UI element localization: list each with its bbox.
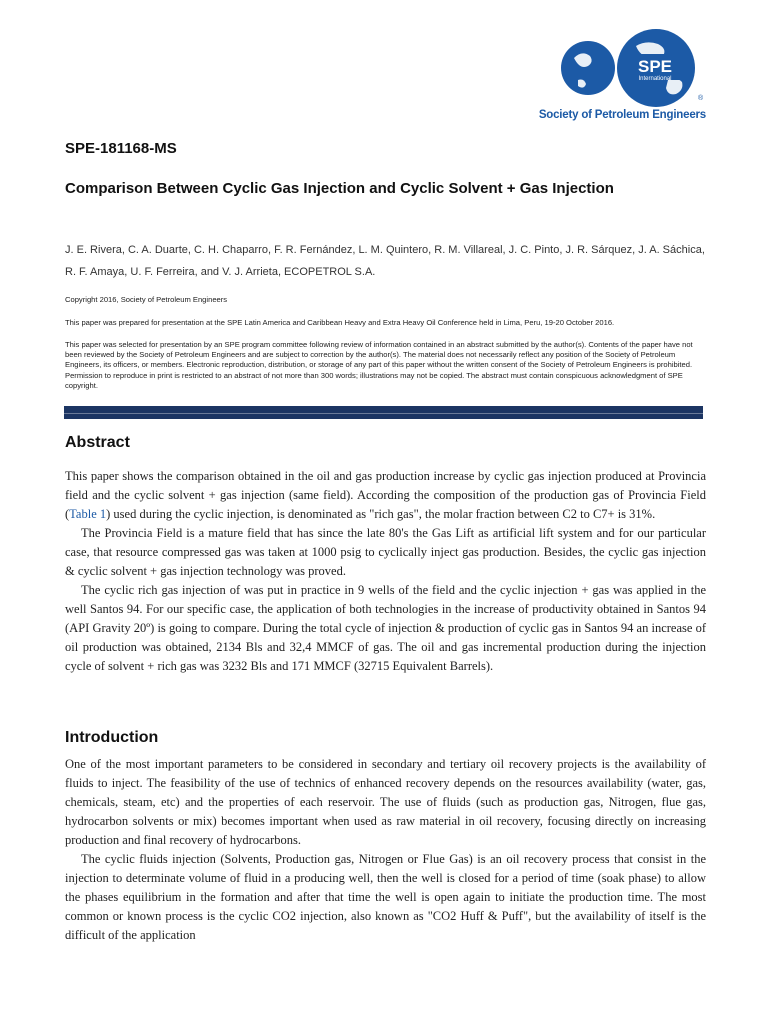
abstract-heading: Abstract	[65, 434, 130, 451]
abstract-paragraph-2: The Provincia Field is a mature field that has since the late 80's the Gas Lift as artificial lift system and for our particular case, that resource compressed gas was taken at 1000 psig to cyclically inject gas production. Besides, the cyclic gas injection & cyclic solvent + gas injection technology was proved.	[65, 526, 706, 578]
abstract-body	[65, 467, 706, 676]
abstract-paragraph-3: The cyclic rich gas injection of was put in practice in 9 wells of the field and the cyclic injection + gas was applied in the well Santos 94. For our specific case, the application of both technologies in the increase of productivity obtained in Santos 94 (API Gravity 20º) is going to compare. During the total cycle of injection & production of cyclic gas in Santos 94 an increase of oil production was obtained, 2134 Bls and 32,4 MMCF of gas. The oil and gas incremental production during the injection cycle of solvent + rich gas was 3232 Bls and 171 MMCF (32715 Equivalent Barrels).	[65, 583, 706, 673]
abstract-paragraph-1	[65, 467, 706, 524]
presentation-notice: This paper was prepared for presentation at the SPE Latin America and Caribbean Heavy and Extra Heavy Oil Conference held in Lima, Peru, 19-20 October 2016.	[65, 318, 615, 327]
author-list: J. E. Rivera, C. A. Duarte, C. H. Chaparro, F. R. Fernández, L. M. Quintero, R. M. Villareal, J. C. Pinto, J. R. Sárquez, J. A. Sáchica, R. F. Amaya, U. F. Ferreira, and V. J. Arrieta, ECOPETROL S.A.	[65, 244, 705, 278]
introduction-heading: Introduction	[65, 729, 159, 746]
abstract-p1-text-start: This paper shows the comparison obtained in the oil and gas production increase by cyclic gas injection produced at Provincia field and the cyclic solvent + gas injection (same field). According the composition of the production gas of Provincia Field (	[65, 469, 706, 521]
introduction-paragraph-2: The cyclic fluids injection (Solvents, Production gas, Nitrogen or Flue Gas) is an oil recovery process that consist in the injection to determinate volume of fluid in a producing well, then the well is closed for a period of time (soak phase) to allow the phases equilibrium in the formation and after that time the well is open again to initiate the production time. The most common or known process is the cyclic CO2 injection, also known as "CO2 Huff & Puff", but the availability of itself is the difficult of the application	[65, 852, 706, 942]
logo-registered-mark: ®	[698, 95, 704, 102]
introduction-paragraph-1: One of the most important parameters to be considered in secondary and tertiary oil recovery projects is the availability of fluids to inject. The feasibility of the use of technics of enhanced recovery depends on the resources availability (water, gas, chemicals, steam, etc) and the properties of each reservoir. The use of fluids (such as production gas, Nitrogen, flue gas, hydrocarbon solvents or mix) becomes important when used as raw material in oil recovery, focusing directly on increasing production and final recovery of hydrocarbons.	[65, 757, 706, 847]
spe-globe-mark-icon	[538, 28, 716, 108]
paper-title: Comparison Between Cyclic Gas Injection and Cyclic Solvent + Gas Injection	[65, 180, 614, 197]
selection-notice: This paper was selected for presentation by an SPE program committee following review of information contained in an abstract submitted by the author(s). Contents of the paper have not been reviewed by the Society of Petroleum Engineers and are subject to correction by the author(s). The material does not necessarily reflect any position of the Society of Petroleum Engineers, its officers, or members. Electronic reproduction, distribution, or storage of any part of this paper without the written consent of the Society of Petroleum Engineers is prohibited. Permission to reproduce in print is restricted to an abstract of not more than 300 words; illustrations may not be copied. The abstract must contain conspicuous acknowledgment of SPE copyright.	[65, 340, 693, 390]
paper-id: SPE-181168-MS	[65, 140, 177, 157]
logo-caption: Society of Petroleum Engineers	[538, 109, 706, 121]
spe-logo	[538, 28, 716, 128]
introduction-body	[65, 755, 706, 945]
logo-mark-text: SPE	[637, 57, 673, 76]
table-1-link[interactable]: Table 1	[69, 507, 107, 521]
section-divider-line	[64, 413, 703, 414]
copyright-notice: Copyright 2016, Society of Petroleum Engineers	[65, 295, 228, 304]
abstract-p1-text-end: ) used during the cyclic injection, is denominated as "rich gas", the molar fraction between C2 to C7+ is 31%.	[106, 507, 656, 521]
logo-mark-subtext: International	[638, 76, 672, 82]
